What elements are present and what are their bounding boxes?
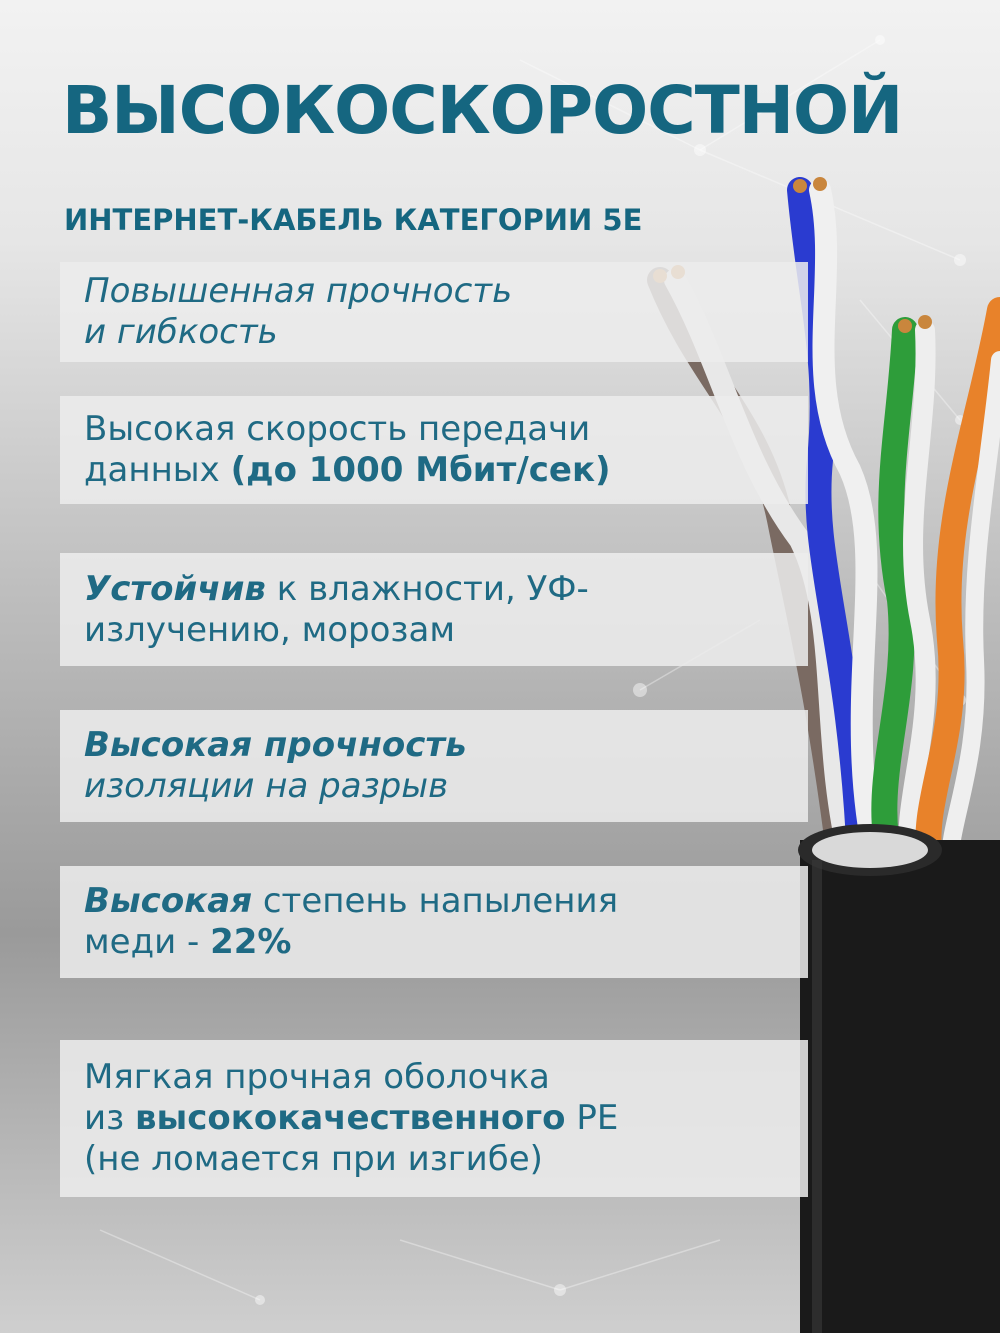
cable-jacket xyxy=(800,840,1000,1333)
page-title: ВЫСОКОСКОРОСТНОЙ xyxy=(62,72,903,149)
feature-card-insulation xyxy=(60,710,808,822)
feature-text-regular: степень напыления xyxy=(252,881,619,922)
feature-text-bold: (до 1000 Мбит/сек) xyxy=(230,450,611,490)
feature-card-copper xyxy=(60,866,808,978)
feature-text-line: (не ломается при изгибе) xyxy=(84,1138,543,1179)
feature-text-bold: Высокая xyxy=(84,881,253,922)
feature-text-bold: высококачественного xyxy=(134,1098,566,1139)
feature-text-regular: из xyxy=(84,1098,135,1139)
feature-card-strength xyxy=(60,262,808,362)
feature-text-line: Мягкая прочная оболочка xyxy=(84,1057,550,1098)
feature-text-line xyxy=(84,450,808,491)
feature-text-bold: 22% xyxy=(210,922,292,962)
feature-text-line: излучению, морозам xyxy=(84,609,455,650)
feature-text-line xyxy=(84,569,808,610)
feature-text-line xyxy=(84,922,808,963)
feature-text-line xyxy=(84,1098,808,1139)
page-subtitle: ИНТЕРНЕТ-КАБЕЛЬ КАТЕГОРИИ 5Е xyxy=(64,203,643,237)
feature-card-resistance xyxy=(60,553,808,666)
feature-text-bold: Высокая прочность xyxy=(84,725,467,766)
feature-card-speed xyxy=(60,396,808,504)
feature-text-regular: данных xyxy=(84,450,231,490)
feature-text-line xyxy=(84,881,808,922)
feature-text-bold: Устойчив xyxy=(84,568,266,609)
feature-text-line: и гибкость xyxy=(84,312,278,352)
feature-text-regular: к влажности, УФ- xyxy=(265,568,589,609)
feature-text-line: Повышенная прочность xyxy=(84,271,513,312)
feature-card-sheath xyxy=(60,1040,808,1197)
feature-text-regular: меди - xyxy=(84,922,211,962)
wire-green xyxy=(884,330,905,860)
feature-text-regular: РЕ xyxy=(565,1098,619,1139)
feature-text-line: Высокая скорость передачи xyxy=(84,409,591,450)
feature-text-line: изоляции на разрыв xyxy=(84,766,449,806)
